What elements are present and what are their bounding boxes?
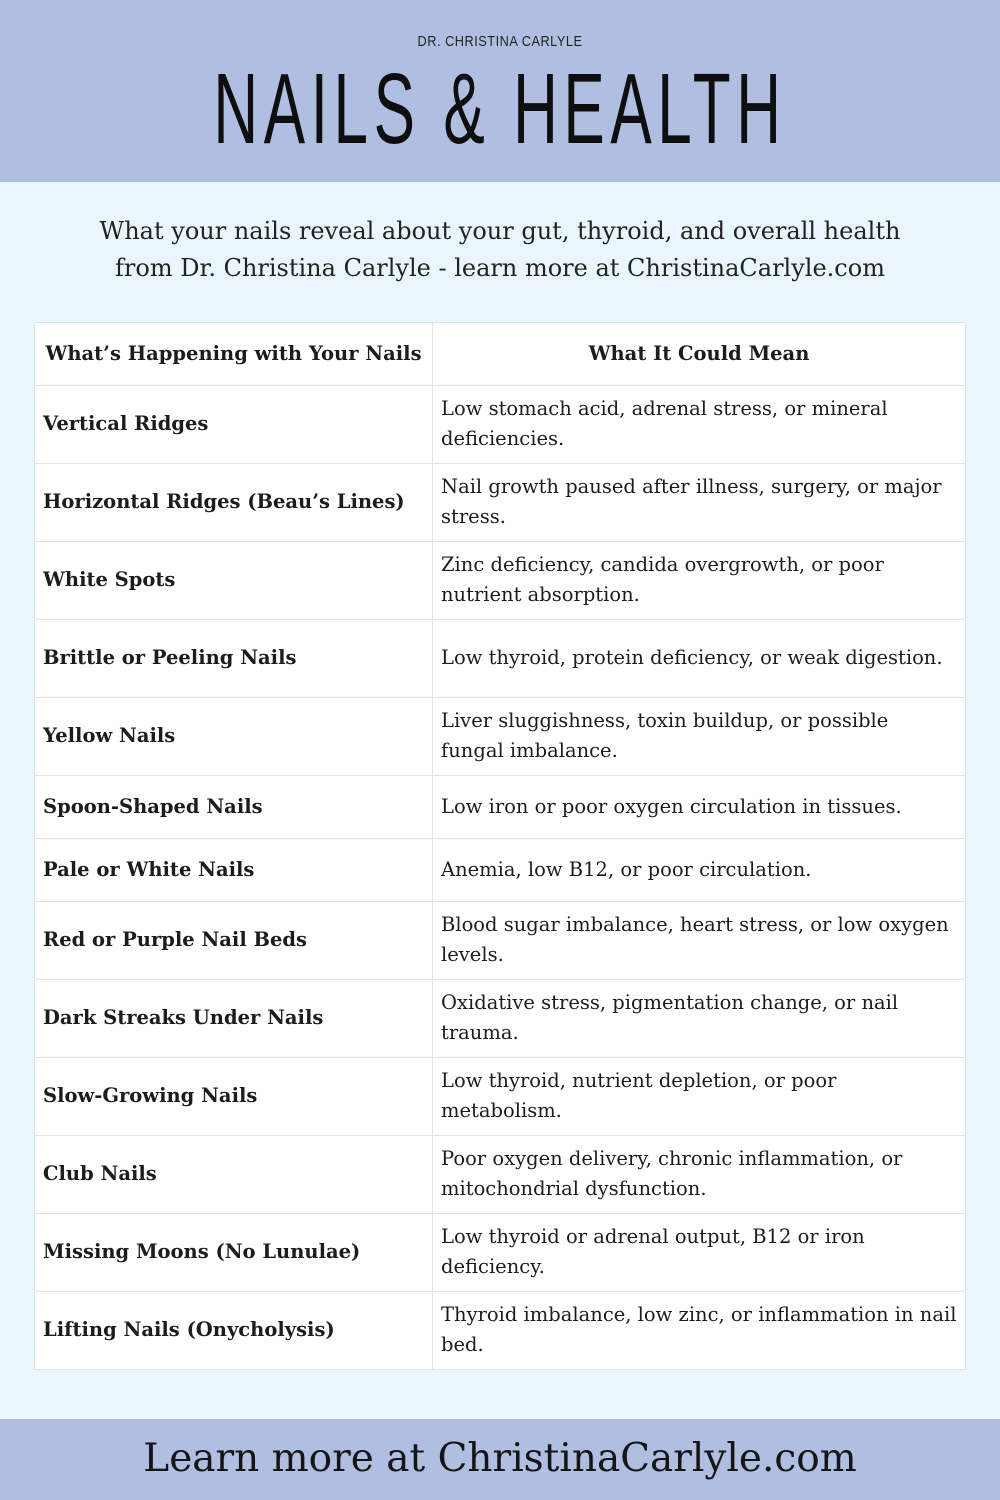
symptom-cell: Club Nails bbox=[35, 1136, 433, 1214]
symptom-cell: Pale or White Nails bbox=[35, 839, 433, 902]
meaning-cell: Low stomach acid, adrenal stress, or mineral deficiencies. bbox=[433, 386, 966, 464]
symptom-cell: White Spots bbox=[35, 542, 433, 620]
meaning-cell: Low thyroid or adrenal output, B12 or iron deficiency. bbox=[433, 1214, 966, 1292]
table-row bbox=[35, 1136, 966, 1214]
symptom-cell: Brittle or Peeling Nails bbox=[35, 620, 433, 698]
symptom-cell: Dark Streaks Under Nails bbox=[35, 980, 433, 1058]
symptom-cell: Horizontal Ridges (Beau’s Lines) bbox=[35, 464, 433, 542]
subtitle-line-2: from Dr. Christina Carlyle - learn more at ChristinaCarlyle.com bbox=[115, 254, 885, 282]
subtitle bbox=[40, 213, 960, 287]
table-row bbox=[35, 902, 966, 980]
meaning-cell: Low thyroid, protein deficiency, or weak digestion. bbox=[433, 620, 966, 698]
meaning-cell: Low iron or poor oxygen circulation in tissues. bbox=[433, 776, 966, 839]
footer-band bbox=[0, 1419, 1000, 1500]
table-header-row bbox=[35, 323, 966, 386]
table-row bbox=[35, 698, 966, 776]
symptom-cell: Lifting Nails (Onycholysis) bbox=[35, 1292, 433, 1370]
table-row bbox=[35, 980, 966, 1058]
symptom-cell: Yellow Nails bbox=[35, 698, 433, 776]
symptom-cell: Spoon-Shaped Nails bbox=[35, 776, 433, 839]
meaning-cell: Poor oxygen delivery, chronic inflammation, or mitochondrial dysfunction. bbox=[433, 1136, 966, 1214]
symptom-cell: Vertical Ridges bbox=[35, 386, 433, 464]
header-band bbox=[0, 0, 1000, 182]
page-title: NAILS & HEALTH bbox=[213, 53, 787, 165]
meaning-cell: Blood sugar imbalance, heart stress, or low oxygen levels. bbox=[433, 902, 966, 980]
table-row bbox=[35, 542, 966, 620]
meaning-cell: Anemia, low B12, or poor circulation. bbox=[433, 839, 966, 902]
symptom-cell: Slow-Growing Nails bbox=[35, 1058, 433, 1136]
subtitle-line-1: What your nails reveal about your gut, thyroid, and overall health bbox=[99, 217, 901, 245]
table-row bbox=[35, 776, 966, 839]
meaning-cell: Zinc deficiency, candida overgrowth, or poor nutrient absorption. bbox=[433, 542, 966, 620]
table-row bbox=[35, 1058, 966, 1136]
meaning-cell: Liver sluggishness, toxin buildup, or possible fungal imbalance. bbox=[433, 698, 966, 776]
table-row bbox=[35, 620, 966, 698]
table-row bbox=[35, 839, 966, 902]
table-row bbox=[35, 464, 966, 542]
table-row bbox=[35, 1214, 966, 1292]
symptom-cell: Missing Moons (No Lunulae) bbox=[35, 1214, 433, 1292]
meaning-cell: Thyroid imbalance, low zinc, or inflammation in nail bed. bbox=[433, 1292, 966, 1370]
meaning-cell: Nail growth paused after illness, surgery, or major stress. bbox=[433, 464, 966, 542]
nails-health-table bbox=[34, 322, 966, 1370]
symptom-cell: Red or Purple Nail Beds bbox=[35, 902, 433, 980]
meaning-cell: Oxidative stress, pigmentation change, or nail trauma. bbox=[433, 980, 966, 1058]
table-row bbox=[35, 386, 966, 464]
table-row bbox=[35, 1292, 966, 1370]
column-header-nails: What’s Happening with Your Nails bbox=[35, 323, 433, 386]
column-header-meaning: What It Could Mean bbox=[433, 323, 966, 386]
meaning-cell: Low thyroid, nutrient depletion, or poor metabolism. bbox=[433, 1058, 966, 1136]
author-name: DR. CHRISTINA CARLYLE bbox=[417, 33, 583, 50]
footer-link-text: Learn more at ChristinaCarlyle.com bbox=[143, 1436, 857, 1481]
